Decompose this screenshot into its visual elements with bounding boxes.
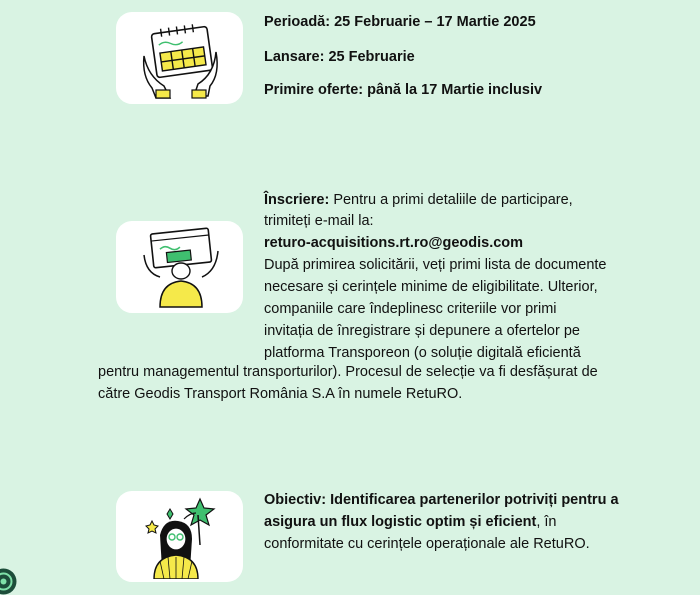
signup-line-8: platforma Transporeon (o soluție digitală eficientă	[264, 345, 581, 361]
offers-value: până la 17 Martie inclusiv	[363, 82, 543, 98]
signup-label: Înscriere:	[264, 192, 330, 208]
signup-line-2: trimiteți e-mail la:	[264, 213, 374, 229]
offers-line	[264, 80, 542, 101]
signup-line-5: necesare și cerințele minime de eligibilitate. Ulterior,	[264, 279, 598, 295]
signup-line-9: pentru managementul transporturilor). Procesul de selecție va fi desfășurat de	[98, 364, 598, 380]
calendar-icon	[130, 16, 230, 100]
signup-line-4: După primirea solicitării, veți primi lista de documente	[264, 257, 607, 273]
signup-line-10: către Geodis Transport România S.A în numele RetuRO.	[98, 386, 463, 402]
objective-line-3: conformitate cu cerințele operaționale ale RetuRO.	[264, 536, 590, 552]
calendar-card	[116, 12, 243, 104]
signup-line-6: companiile care îndeplinesc criteriile vor primi	[264, 301, 557, 317]
corner-widget-icon[interactable]	[0, 568, 17, 595]
email-link[interactable]: returo-acquisitions.rt.ro@geodis.com	[264, 235, 524, 251]
objective-line-2	[264, 512, 556, 533]
signup-line-1	[264, 190, 573, 211]
objective-bold-2: asigura un flux logistic optim și eficient	[264, 514, 537, 530]
person-browser-card	[116, 221, 243, 313]
signup-line-7: invitația de înregistrare și depunere a ofertelor pe	[264, 323, 580, 339]
launch-label: Lansare:	[264, 49, 325, 65]
objective-rest-2: , în	[536, 514, 557, 530]
period-label: Perioadă:	[264, 14, 331, 30]
launch-value: 25 Februarie	[324, 49, 415, 65]
person-star-icon	[130, 495, 230, 579]
signup-text-1: Pentru a primi detaliile de participare,	[329, 192, 573, 208]
offers-label: Primire oferte:	[264, 82, 364, 98]
period-line	[264, 12, 536, 33]
objective-line-1: Obiectiv: Identificarea partenerilor potriviți pentru a	[264, 492, 619, 508]
period-value: 25 Februarie – 17 Martie 2025	[330, 14, 536, 30]
launch-line	[264, 47, 415, 68]
person-star-card	[116, 491, 243, 582]
person-browser-icon	[130, 225, 230, 309]
